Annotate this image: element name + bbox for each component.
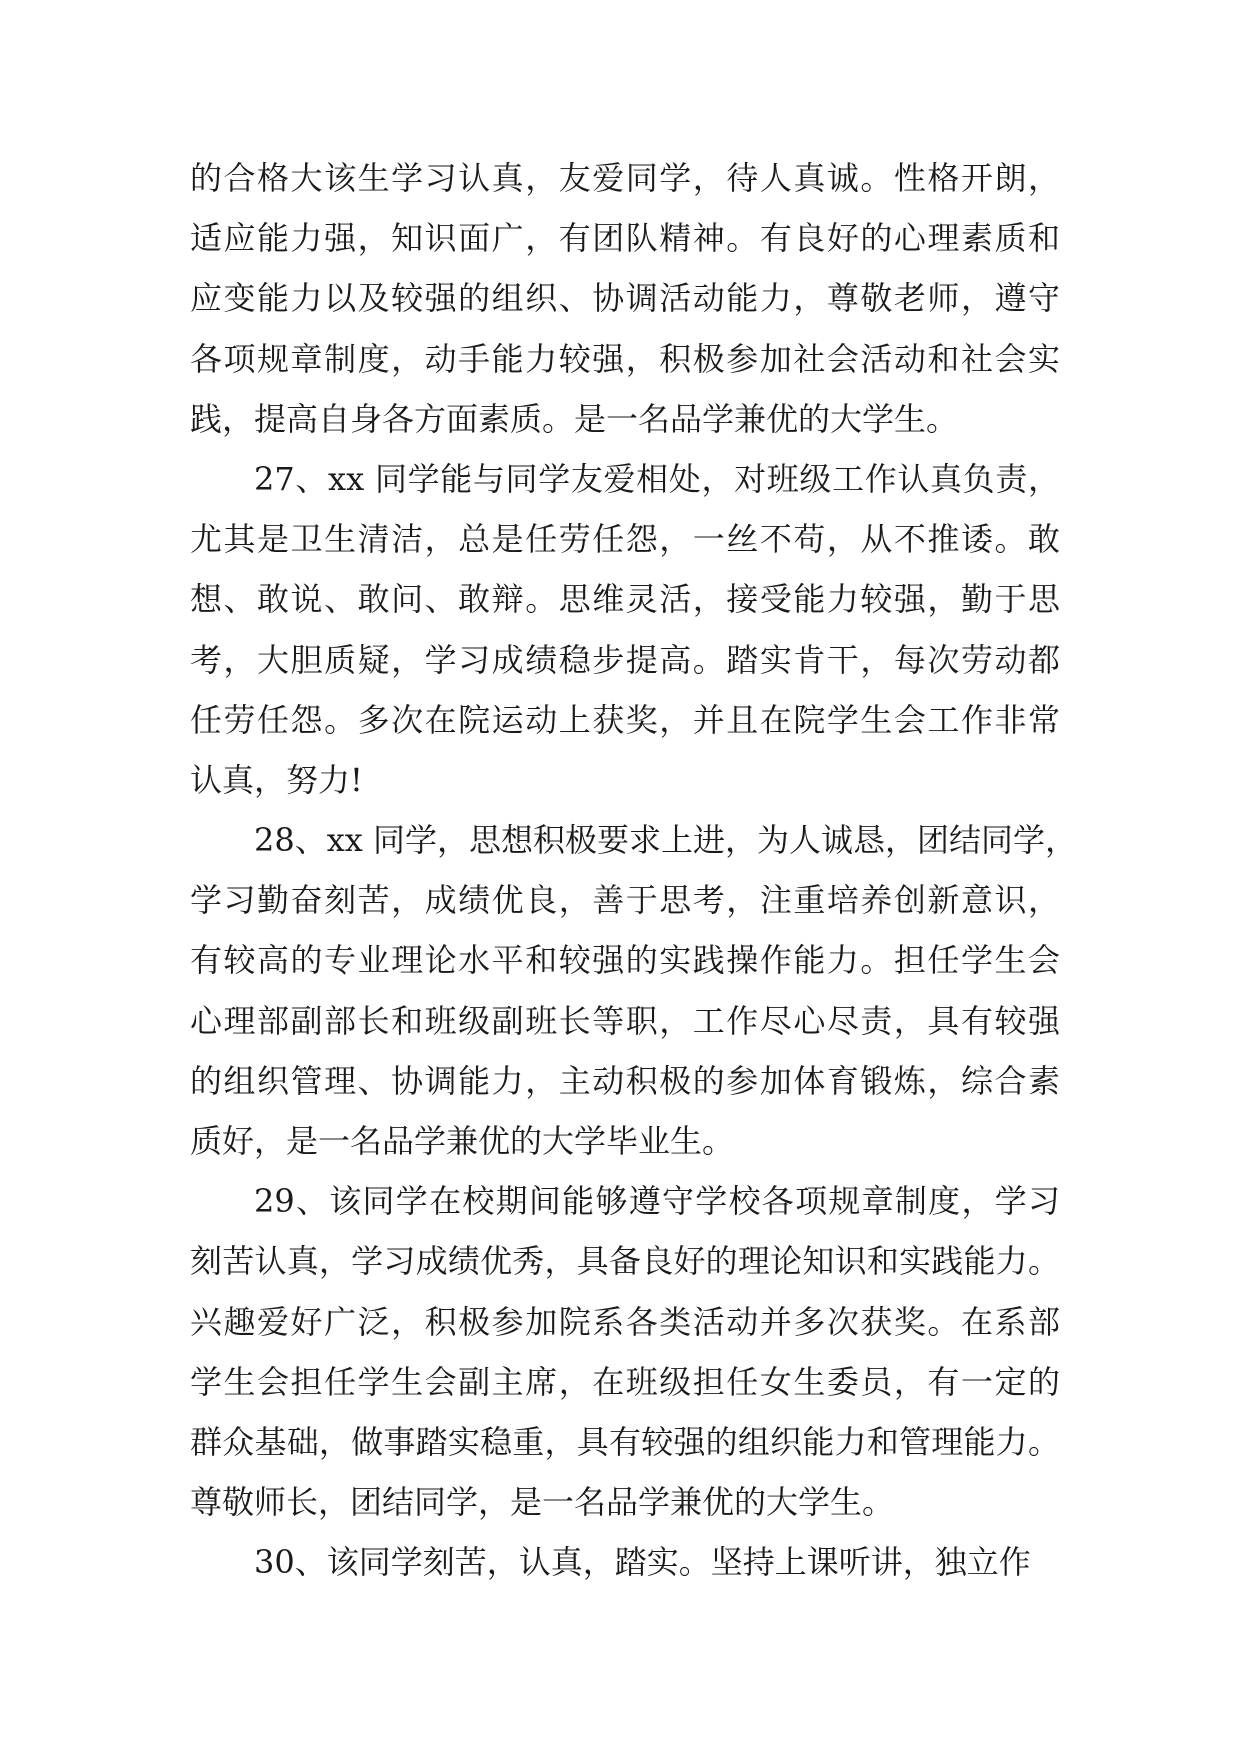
document-body: [190, 148, 1077, 1593]
paragraph-start-29: 29、该同学在校期间能够遵守学校各项规章制度，学习: [254, 1182, 1060, 1221]
text-line: 尤其是卫生清洁，总是任劳任怨，一丝不苟，从不推诿。敢: [190, 520, 1060, 559]
text-line: 尊敬师长，团结同学，是一名品学兼优的大学生。: [190, 1483, 895, 1522]
paragraph-start-30: 30、该同学刻苦，认真，踏实。坚持上课听讲，独立作: [254, 1543, 1031, 1582]
text-line: 的组织管理、协调能力，主动积极的参加体育锻炼，综合素: [190, 1061, 1060, 1100]
text-line: 各项规章制度，动手能力较强，积极参加社会活动和社会实: [190, 339, 1060, 378]
text-line: 考，大胆质疑，学习成绩稳步提高。踏实肯干，每次劳动都: [190, 640, 1060, 679]
text-line: 认真，努力!: [190, 760, 363, 799]
text-line: 心理部副部长和班级副班长等职，工作尽心尽责，具有较强: [190, 1001, 1060, 1040]
text-line: 任劳任怨。多次在院运动上获奖，并且在院学生会工作非常: [190, 700, 1060, 739]
text-line: 群众基础，做事踏实稳重，具有较强的组织能力和管理能力。: [190, 1422, 1060, 1461]
paragraph-start-27: 27、xx 同学能与同学友爱相处，对班级工作认真负责，: [254, 459, 1060, 498]
text-line: 践，提高自身各方面素质。是一名品学兼优的大学生。: [190, 399, 959, 438]
text-line: 想、敢说、敢问、敢辩。思维灵活，接受能力较强，勤于思: [190, 580, 1060, 619]
text-line: 兴趣爱好广泛，积极参加院系各类活动并多次获奖。在系部: [190, 1302, 1060, 1341]
text-line: 学习勤奋刻苦，成绩优良，善于思考，注重培养创新意识，: [190, 881, 1060, 920]
text-line: 的合格大该生学习认真，友爱同学，待人真诚。性格开朗，: [190, 159, 1060, 197]
text-line: 适应能力强，知识面广，有团队精神。有良好的心理素质和: [190, 219, 1060, 258]
text-line: 刻苦认真，学习成绩优秀，具备良好的理论知识和实践能力。: [190, 1242, 1060, 1281]
text-line: 质好，是一名品学兼优的大学毕业生。: [190, 1122, 735, 1160]
text-line: 应变能力以及较强的组织、协调活动能力，尊敬老师，遵守: [190, 279, 1060, 318]
paragraph-start-28: 28、xx 同学，思想积极要求上进，为人诚恳，团结同学，: [254, 821, 1077, 860]
text-line: 学生会担任学生会副主席，在班级担任女生委员，有一定的: [190, 1362, 1060, 1401]
text-line: 有较高的专业理论水平和较强的实践操作能力。担任学生会: [190, 941, 1060, 980]
